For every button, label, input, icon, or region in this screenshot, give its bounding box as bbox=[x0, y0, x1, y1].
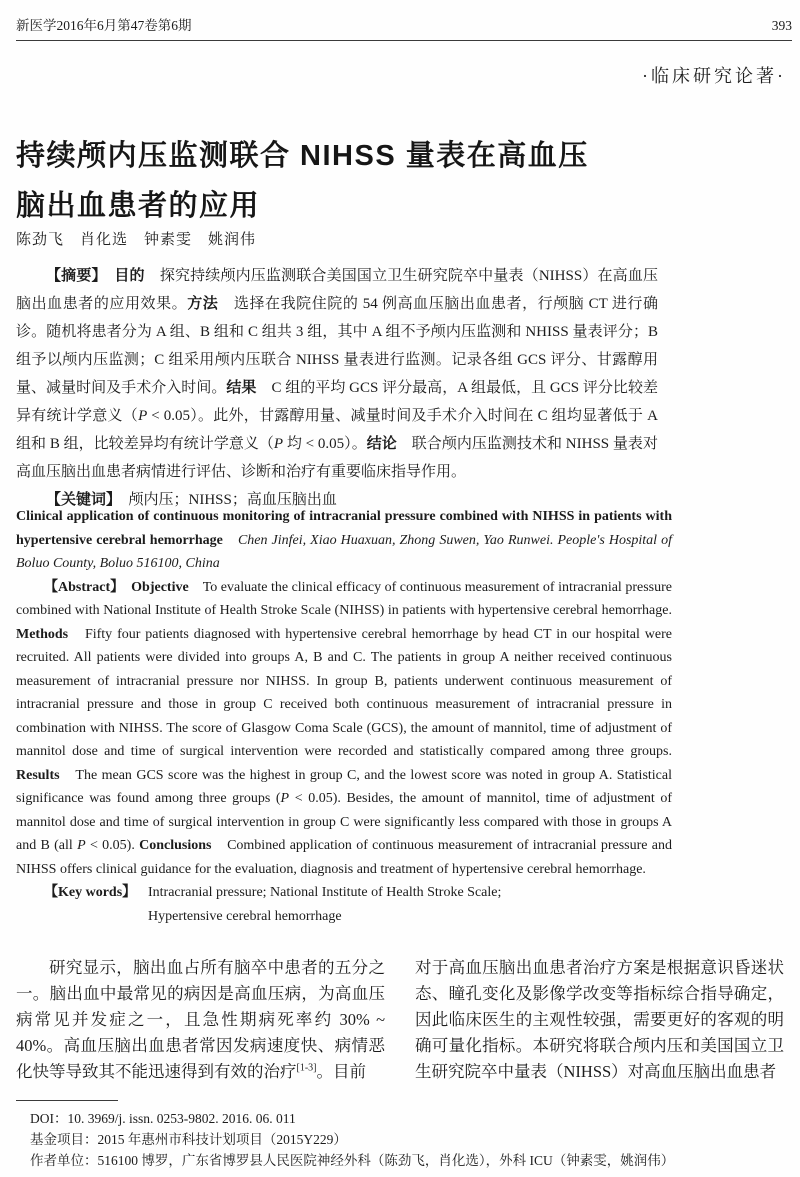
article-title-line1: 持续颅内压监测联合 NIHSS 量表在高血压 bbox=[16, 140, 589, 173]
article-title-zh bbox=[16, 131, 676, 231]
article-title-line2: 脑出血患者的应用 bbox=[16, 190, 261, 223]
section-label: ·临床研究论著· bbox=[642, 66, 786, 86]
journal-issue: 新医学2016年6月第47卷第6期 bbox=[16, 18, 192, 33]
authors-zh: 陈劲飞 肖化选 钟素雯 姚润伟 bbox=[16, 232, 257, 248]
abstract-en: 【Abstract】 Objective To evaluate the clinical efficacy of continuous measurement of intracranial pressure combined with National Institute of Health Stroke Scale (NIHSS) in patients with hypertensive cerebral hemorrhage. Methods Fifty four patients diagnosed with hypertensive cerebral hemorrhage by head CT in our hospital were recruited. All patients were divided into groups A, B and C. The patients in group A neither received continuous measurement of intracranial pressure nor NIHSS. In group B, patients underwent continuous measurement of intracranial pressure and those in group C received both continuous measurement of intracranial pressure in combination with NIHSS. The score of Glasgow Coma Scale (GCS), the amount of mannitol, time of adjustment of mannitol dose and time of surgical intervention were recorded and statistically compared among three groups. Results The mean GCS score was the highest in group C, and the lowest score was noted in group A. Statistical significance was found among three groups (P < 0.05). Besides, the amount of mannitol, time of adjustment of mannitol dose and time of surgical intervention in group C were significantly less compared with those in groups A and B (all P < 0.05). Conclusions Combined application of continuous measurement of intracranial pressure and NIHSS offers clinical guidance for the evaluation, diagnosis and treatment of hypertensive cerebral hemorrhage. bbox=[16, 579, 672, 877]
affiliation-line: 作者单位：516100 博罗，广东省博罗县人民医院神经外科（陈劲飞，肖化选），外科 ICU（钟素雯，姚润伟） bbox=[30, 1153, 675, 1168]
abstract-section-zh bbox=[16, 262, 658, 514]
keywords-zh: 【关键词】 颅内压；NIHSS；高血压脑出血 bbox=[46, 492, 337, 508]
doi-line: DOI：10. 3969/j. issn. 0253-9802. 2016. 06. 011 bbox=[30, 1111, 296, 1126]
abstract-section-en bbox=[16, 505, 672, 928]
page-number: 393 bbox=[771, 18, 792, 33]
footnotes bbox=[16, 1100, 784, 1171]
keywords-en-body bbox=[148, 881, 672, 928]
page-header bbox=[16, 14, 792, 41]
keywords-en-label: 【Key words】 bbox=[44, 885, 137, 900]
keywords-en-line1: Intracranial pressure; National Institute of Health Stroke Scale; bbox=[148, 885, 502, 900]
keywords-en-line2: Hypertensive cerebral hemorrhage bbox=[148, 908, 342, 924]
body-right-column: 对于高血压脑出血患者治疗方案是根据意识昏迷状态、瞳孔变化及影像学改变等指标综合指导确定，因此临床医生的主观性较强，需要更好的客观的明确可量化指标。本研究将联合颅内压和美国国立卫生研究院卒中量表（NIHSS）对高血压脑出血患者 bbox=[415, 958, 784, 1081]
body-columns bbox=[16, 955, 784, 1085]
keywords-en bbox=[16, 881, 672, 928]
fund-line: 基金项目：2015 年惠州市科技计划项目（2015Y229） bbox=[30, 1132, 347, 1147]
footnote-divider bbox=[16, 1100, 118, 1101]
abstract-zh: 【摘要】 目的 探究持续颅内压监测联合美国国立卫生研究院卒中量表（NIHSS）在高血压脑出血患者的应用效果。方法 选择在我院住院的 54 例高血压脑出血患者，行颅脑 CT 进行确诊。随机将患者分为 A 组、B 组和 C 组共 3 组，其中 A 组不予颅内压监测和 NHISS 量表评分；B 组予以颅内压监测；C 组采用颅内压联合 NIHSS 量表进行监测。记录各组 GCS 评分、甘露醇用量、减量时间及手术介入时间。结果 C 组的平均 GCS 评分最高，A 组最低，且 GCS 评分比较差异有统计学意义（P < 0.05）。此外，甘露醇用量、减量时间及手术介入时间在 C 组均显著低于 A 组和 B 组，比较差异均有统计学意义（P 均 < 0.05）。结论 联合颅内压监测技术和 NIHSS 量表对高血压脑出血患者病情进行评估、诊断和治疗有重要临床指导作用。 bbox=[16, 268, 658, 480]
body-left-column: 研究显示，脑出血占所有脑卒中患者的五分之一。脑出血中最常见的病因是高血压病，为高血压病常见并发症之一，且急性期病死率约 30% ~ 40%。高血压脑出血患者常因发病速度快、病情恶化快等导致其不能迅速得到有效的治疗[1-3]。目前 bbox=[16, 958, 385, 1081]
article-title-en: Clinical application of continuous monitoring of intracranial pressure combined with NIHSS in patients with hypertensive cerebral hemorrhage Chen Jinfei, Xiao Huaxuan, Zhong Suwen, Yao Runwei. People's Hospital of Boluo County, Boluo 516100, China bbox=[16, 509, 672, 571]
